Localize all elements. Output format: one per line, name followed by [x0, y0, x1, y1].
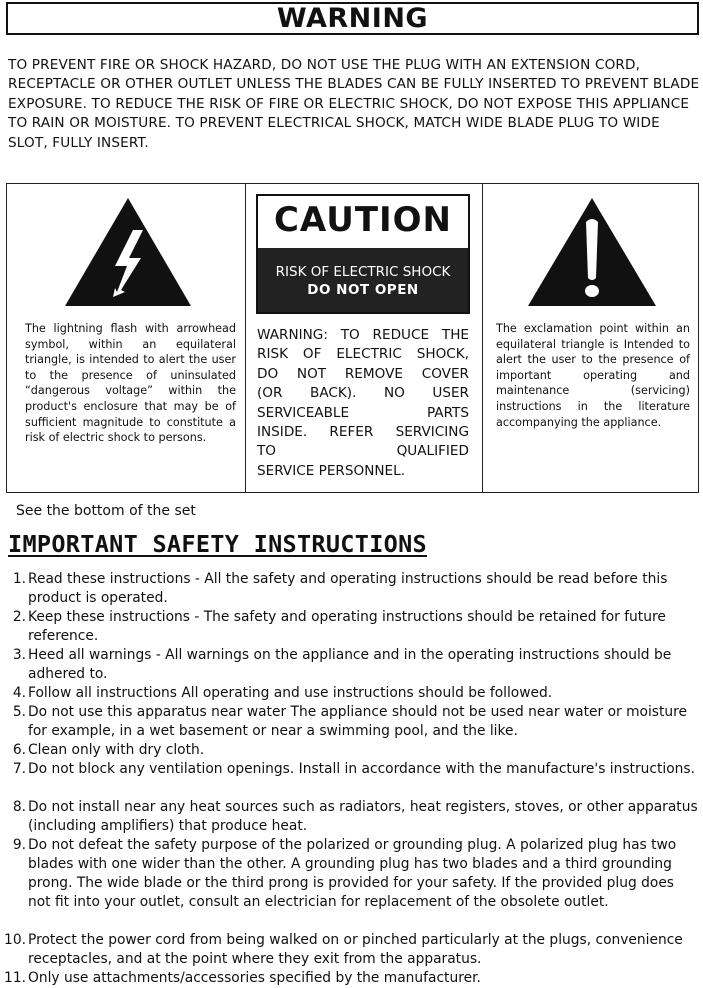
caution-line: DO NOT REMOVE COVER [257, 365, 469, 382]
caution-line: (OR BACK). NO USER [257, 385, 469, 402]
caution-sign-dark-panel [258, 248, 468, 312]
list-item-number: 9. [12, 837, 26, 853]
list-item-text: Only use attachments/accessories specified by the manufacturer. [28, 970, 481, 986]
list-item-number: 3. [12, 647, 26, 663]
caution-line: TO QUALIFIED [257, 443, 469, 460]
list-item-number: 4. [12, 685, 26, 701]
caution-warning-text [257, 326, 469, 481]
list-item-number: 6. [12, 742, 26, 758]
list-item-text: Do not use this apparatus near water The appliance should not be used near water or moisture for example, in a wet basement or near a swimming pool, and the like. [28, 704, 687, 739]
list-item-number: 5. [12, 704, 26, 720]
list-item-text: Protect the power cord from being walked on or pinched particularly at the plugs, convenience receptacles, and at the point where they exit from the apparatus. [28, 932, 683, 967]
list-item-text: Do not install near any heat sources such as radiators, heat registers, stoves, or other apparatus (including amplifiers) that produce heat. [28, 799, 698, 834]
caution-do-not-open: DO NOT OPEN [307, 282, 419, 298]
lightning-description: The lightning flash with arrowhead symbol, within an equilateral triangle, is intended to alert the user to the presence of uninsulated “dangerous voltage” within the product's enclosure that may be of sufficient magnitude to constitute a risk of electric shock to persons. [25, 322, 236, 445]
caution-column [245, 184, 483, 492]
list-item-number: 2. [12, 609, 26, 625]
caution-line: SERVICEABLE PARTS [257, 404, 469, 421]
caution-line: SERVICE PERSONNEL. [257, 462, 406, 479]
list-item-text: Keep these instructions - The safety and operating instructions should be retained for future reference. [28, 609, 666, 644]
caution-word: CAUTION [273, 200, 453, 240]
list-item-text: Clean only with dry cloth. [28, 742, 205, 758]
list-item-text: Do not defeat the safety purpose of the polarized or grounding plug. A polarized plug has two blades with one wider than the other. A grounding plug has two blades and a third grounding prong. The wide blade or the third prong is provided for your safety. If the provided plug does not fit into your outlet, consult an electrician for replacement of the obsolete outlet. [28, 837, 677, 910]
see-bottom-note: See the bottom of the set [16, 503, 196, 519]
list-item-text: Read these instructions - All the safety and operating instructions should be read before this product is operated. [28, 571, 668, 606]
warning-text: TO PREVENT FIRE OR SHOCK HAZARD, DO NOT USE THE PLUG WITH AN EXTENSION CORD, RECEPTACLE OR OTHER OUTLET UNLESS THE BLADES CAN BE FULLY INSERTED TO PREVENT BLADE EXPOSURE. TO REDUCE THE RISK OF FIRE OR ELECTRIC SHOCK, DO NOT EXPOSE THIS APPLIANCE TO RAIN OR MOISTURE. TO PREVENT ELECTRICAL SHOCK, MATCH WIDE BLADE PLUG TO WIDE SLOT, FULLY INSERT. [8, 57, 700, 151]
caution-line: INSIDE. REFER SERVICING [257, 424, 469, 441]
list-item-number: 11. [4, 970, 26, 986]
warning-title: WARNING [276, 3, 429, 34]
caution-sign [256, 194, 470, 314]
exclamation-triangle-icon [526, 196, 658, 308]
exclamation-column [482, 184, 698, 492]
caution-risk-text: RISK OF ELECTRIC SHOCK [275, 264, 451, 280]
list-item-text: Heed all warnings - All warnings on the appliance and in the operating instructions should be adhered to. [28, 647, 672, 682]
list-item-text: Follow all instructions All operating and use instructions should be followed. [28, 685, 553, 701]
instructions-title: IMPORTANT SAFETY INSTRUCTIONS [8, 530, 427, 558]
lightning-triangle-icon [63, 196, 193, 308]
caution-line: WARNING: TO REDUCE THE [257, 327, 469, 343]
exclamation-description: The exclamation point within an equilateral triangle is Intended to alert the user to the presence of important operating and maintenance (servicing) instructions in the literature accompanying the appliance. [496, 322, 690, 429]
list-item-text: Do not block any ventilation openings. Install in accordance with the manufacture's instructions. [28, 761, 695, 777]
list-item-number: 1. [12, 571, 26, 587]
list-item-number: 10. [4, 932, 26, 948]
list-item-number: 7. [12, 761, 26, 777]
list-item-number: 8. [12, 799, 26, 815]
caution-line: RISK OF ELECTRIC SHOCK, [257, 346, 469, 363]
lightning-column [7, 184, 244, 492]
warning-header-box [6, 2, 699, 35]
caution-symbols-table [6, 183, 699, 493]
